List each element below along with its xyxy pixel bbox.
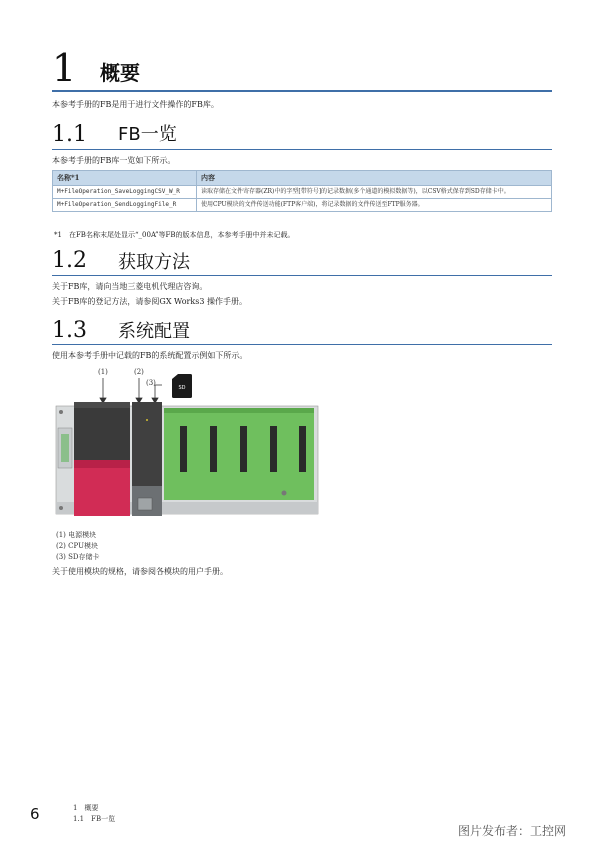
table-cell-name: M+FileOperation_SendLoggingFile_R bbox=[53, 199, 197, 212]
section-intro-1-3: 使用本参考手册中记载的FB的系统配置示例如下所示。 bbox=[52, 351, 248, 360]
fb-table bbox=[52, 170, 552, 212]
chapter-number: 1 bbox=[52, 46, 77, 90]
caption-cpu-module: (2) CPU模块 bbox=[56, 542, 98, 550]
callout-3: (3) bbox=[146, 379, 156, 387]
watermark: 图片发布者：工控网 bbox=[458, 824, 567, 838]
sd-card-label: SD bbox=[178, 385, 186, 391]
fb-table-wrapper bbox=[52, 170, 552, 212]
section-rule-1-2 bbox=[52, 275, 552, 276]
table-row bbox=[53, 186, 552, 199]
sd-card-icon bbox=[172, 374, 192, 398]
table-cell-name: M+FileOperation_SaveLoggingCSV_W_R bbox=[53, 186, 197, 199]
callout-1: (1) bbox=[98, 368, 108, 376]
section-rule-1-3 bbox=[52, 344, 552, 345]
section-rule-1-1 bbox=[52, 149, 552, 150]
section-title-1-2: 获取方法 bbox=[118, 252, 190, 273]
section-line: 关于FB库，请向当地三菱电机代理店咨询。 bbox=[52, 282, 208, 291]
table-header-content: 内容 bbox=[197, 171, 552, 186]
plc-system-illustration bbox=[52, 372, 322, 522]
table-row bbox=[53, 199, 552, 212]
section-number-1-2: 1.2 bbox=[52, 248, 87, 273]
cpu-module bbox=[132, 402, 162, 516]
table-cell-content: 读取存储在文件寄存器(ZR)中的字型[带符号]的记录数据(多个通道的模拟数据等)，以CSV格式保存到SD存储卡中。 bbox=[197, 186, 552, 199]
callout-arrows bbox=[100, 378, 162, 403]
section-intro-1-1: 本参考手册的FB库一览如下所示。 bbox=[52, 156, 176, 165]
power-module bbox=[74, 402, 130, 516]
footer-chapter: 1 概要 bbox=[73, 804, 99, 812]
page-number: 6 bbox=[30, 805, 40, 823]
section-title-1-1: FB一览 bbox=[118, 124, 177, 145]
section-number-1-1: 1.1 bbox=[52, 122, 87, 147]
table-cell-content: 使用CPU模块的文件传送功能(FTP客户端)，将记录数据的文件传送至FTP服务器。 bbox=[197, 199, 552, 212]
chapter-rule bbox=[52, 90, 552, 92]
caption-power-module: (1) 电源模块 bbox=[56, 531, 97, 539]
section-title-1-3: 系统配置 bbox=[118, 321, 190, 342]
section-outro-1-3: 关于使用模块的规格，请参阅各模块的用户手册。 bbox=[52, 567, 228, 576]
table-footnote: *1 在FB名称末尾处显示“_00A”等FB的版本信息，本参考手册中并未记载。 bbox=[54, 231, 295, 239]
chapter-intro: 本参考手册的FB是用于进行文件操作的FB库。 bbox=[52, 100, 219, 109]
section-line: 关于FB库的登记方法，请参阅GX Works3 操作手册。 bbox=[52, 297, 247, 306]
chapter-title: 概要 bbox=[100, 61, 140, 85]
callout-2: (2) bbox=[134, 368, 144, 376]
table-header-name: 名称*1 bbox=[53, 171, 197, 186]
footer-section: 1.1 FB一览 bbox=[73, 815, 116, 823]
caption-sd-card: (3) SD存储卡 bbox=[56, 553, 100, 561]
section-number-1-3: 1.3 bbox=[52, 318, 87, 343]
